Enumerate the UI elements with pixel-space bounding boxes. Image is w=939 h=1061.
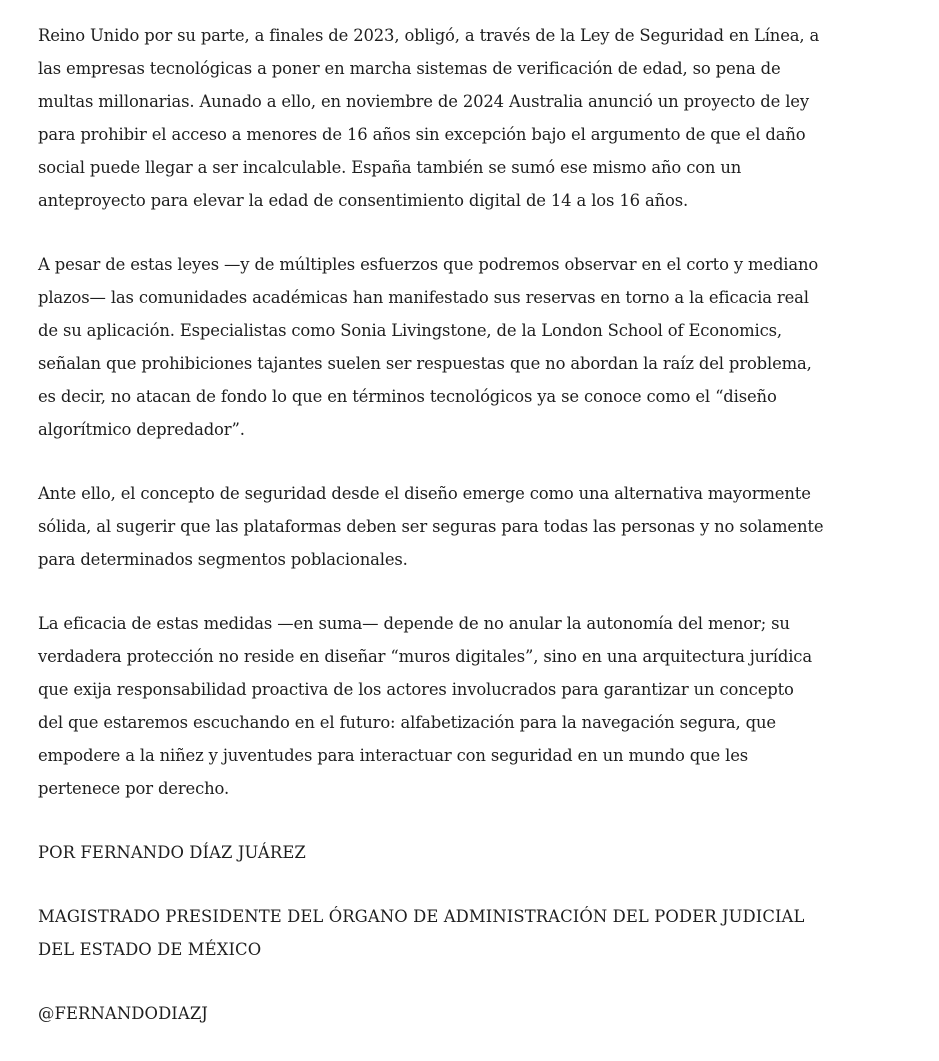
author-handle[interactable]: @FERNANDODIAZJ	[38, 1004, 208, 1023]
text-line: verdadera protección no reside en diseñar “muros digitales”, sino en una arquitectura jurídica	[38, 647, 812, 666]
text-line: es decir, no atacan de fondo lo que en términos tecnológicos ya se conoce como el “diseño	[38, 387, 777, 406]
text-line: Reino Unido por su parte, a finales de 2023, obligó, a través de la Ley de Seguridad en Línea, a	[38, 26, 820, 45]
text-line: empodere a la niñez y juventudes para interactuar con seguridad en un mundo que les	[38, 746, 749, 765]
text-line: Ante ello, el concepto de seguridad desde el diseño emerge como una alternativa mayormente	[38, 484, 811, 503]
author-role-line: MAGISTRADO PRESIDENTE DEL ÓRGANO DE ADMINISTRACIÓN DEL PODER JUDICIAL	[38, 907, 805, 926]
author-role-line: DEL ESTADO DE MÉXICO	[38, 940, 262, 959]
text-line: pertenece por derecho.	[38, 779, 230, 798]
author-social	[38, 997, 918, 1030]
paragraph-2	[38, 248, 918, 446]
article-body	[38, 19, 918, 1061]
text-line: señalan que prohibiciones tajantes suelen ser respuestas que no abordan la raíz del problema,	[38, 354, 812, 373]
text-line: que exija responsabilidad proactiva de los actores involucrados para garantizar un concepto	[38, 680, 794, 699]
text-line: para prohibir el acceso a menores de 16 años sin excepción bajo el argumento de que el daño	[38, 125, 806, 144]
text-line: social puede llegar a ser incalculable. España también se sumó ese mismo año con un	[38, 158, 742, 177]
author-name: POR FERNANDO DÍAZ JUÁREZ	[38, 843, 306, 862]
paragraph-4	[38, 607, 918, 805]
text-line: del que estaremos escuchando en el futuro: alfabetización para la navegación segura, que	[38, 713, 776, 732]
author-byline	[38, 836, 918, 869]
paragraph-3	[38, 477, 918, 576]
text-line: A pesar de estas leyes —y de múltiples esfuerzos que podremos observar en el corto y mediano	[38, 255, 819, 274]
text-line: para determinados segmentos poblacionales.	[38, 550, 408, 569]
text-line: La eficacia de estas medidas —en suma— depende de no anular la autonomía del menor; su	[38, 614, 790, 633]
author-role	[38, 900, 918, 966]
text-line: multas millonarias. Aunado a ello, en noviembre de 2024 Australia anunció un proyecto de ley	[38, 92, 809, 111]
text-line: plazos— las comunidades académicas han manifestado sus reservas en torno a la eficacia real	[38, 288, 809, 307]
text-line: anteproyecto para elevar la edad de consentimiento digital de 14 a los 16 años.	[38, 191, 689, 210]
text-line: sólida, al sugerir que las plataformas deben ser seguras para todas las personas y no solamente	[38, 517, 824, 536]
text-line: las empresas tecnológicas a poner en marcha sistemas de verificación de edad, so pena de	[38, 59, 781, 78]
text-line: de su aplicación. Especialistas como Sonia Livingstone, de la London School of Economics,	[38, 321, 782, 340]
paragraph-1	[38, 19, 918, 217]
text-line: algorítmico depredador”.	[38, 420, 245, 439]
